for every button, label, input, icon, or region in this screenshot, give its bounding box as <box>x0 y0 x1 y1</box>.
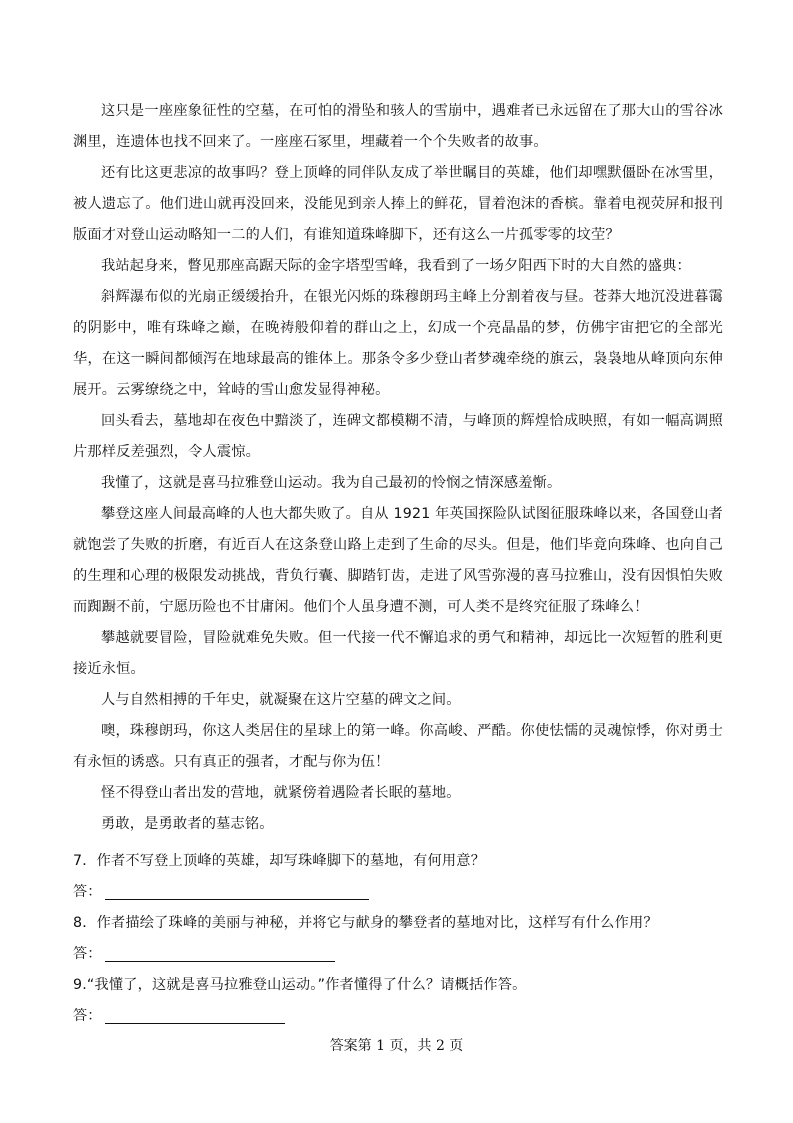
answer-7 <box>73 877 369 908</box>
answer-7-label: 答： <box>73 884 102 900</box>
question-8: 8．作者描绘了珠峰的美丽与神秘，并将它与献身的攀登者的墓地对比，这样写有什么作用？ <box>73 915 658 931</box>
passage-paragraph-9: 人与自然相搏的千年史，就凝聚在这片空墓的碑文之间。 <box>101 692 461 708</box>
passage-paragraph-7: 攀登这座人间最高峰的人也大都失败了。自从 1921 年英国探险队试图征服珠峰以来，各国登山者就饱尝了失败的折磨，有近百人在这条登山路上走到了生命的尽头。但是，他们毕竟向珠峰、也向自己的生理和心理的极限发动挑战，背负行囊、脚踏钉齿，走进了风雪弥漫的喜马拉雅山，没有因惧怕失败而踟蹰不前，宁愿历险也不甘庸闲。他们个人虽身遭不测，可人类不是终究征服了珠峰么！ <box>73 506 723 615</box>
answer-8-label: 答： <box>73 946 102 962</box>
question-7: 7．作者不写登上顶峰的英雄，却写珠峰脚下的墓地，有何用意？ <box>73 853 486 869</box>
answer-9-label: 答： <box>73 1008 102 1024</box>
passage-paragraph-5: 回头看去，墓地却在夜色中黯淡了，连碑文都模糊不清，与峰顶的辉煌恰成映照，有如一幅高调照片那样反差强烈，令人震惊。 <box>73 413 723 460</box>
passage-paragraph-6: 我懂了，这就是喜马拉雅登山运动。我为自己最初的怜悯之情深感羞惭。 <box>101 475 562 491</box>
answer-9-blank[interactable] <box>105 1007 285 1024</box>
passage-paragraph-11: 怪不得登山者出发的营地，就紧傍着遇险者长眠的墓地。 <box>101 785 461 801</box>
passage-paragraph-8: 攀越就要冒险，冒险就难免失败。但一代接一代不懈追求的勇气和精神，却远比一次短暂的胜利更接近永恒。 <box>73 630 723 677</box>
answer-7-blank[interactable] <box>105 883 369 900</box>
passage-paragraph-3: 我站起身来，瞥见那座高踞天际的金字塔型雪峰，我看到了一场夕阳西下时的大自然的盛典： <box>101 258 691 274</box>
answer-8-blank[interactable] <box>105 945 335 962</box>
passage-paragraph-4: 斜辉瀑布似的光扇正缓缓抬升，在银光闪烁的珠穆朗玛主峰上分割着夜与昼。苍莽大地沉没进暮霭的阴影中，唯有珠峰之巅，在晚祷般仰着的群山之上，幻成一个亮晶晶的梦，仿佛宇宙把它的全部光华，在这一瞬间都倾泻在地球最高的锥体上。那条令多少登山者梦魂牵绕的旗云，袅袅地从峰顶向东伸展开。云雾缭绕之中，耸峙的雪山愈发显得神秘。 <box>73 289 723 398</box>
passage-paragraph-10: 噢，珠穆朗玛，你这人类居住的星球上的第一峰。你高峻、严酷。你使怯懦的灵魂惊悸，你对勇士有永恒的诱惑。只有真正的强者，才配与你为伍！ <box>73 723 723 770</box>
question-9: 9.“我懂了，这就是喜马拉雅登山运动。”作者懂得了什么？请概括作答。 <box>73 977 527 993</box>
passage-paragraph-12: 勇敢，是勇敢者的墓志铭。 <box>101 816 274 832</box>
passage-paragraph-1: 这只是一座座象征性的空墓，在可怕的滑坠和骇人的雪崩中，遇难者已永远留在了那大山的雪谷冰渊里，连遗体也找不回来了。一座座石冢里，埋藏着一个个失败者的故事。 <box>73 103 723 150</box>
answer-8 <box>73 939 335 970</box>
answer-9 <box>73 1001 285 1032</box>
page-footer: 答案第 1 页，共 2 页 <box>329 1038 464 1054</box>
passage-paragraph-2: 还有比这更悲凉的故事吗？登上顶峰的同伴队友成了举世瞩目的英雄，他们却嘿默僵卧在冰雪里，被人遗忘了。他们进山就再没回来，没能见到亲人捧上的鲜花，冒着泡沫的香槟。靠着电视荧屏和报刊版面才对登山运动略知一二的人们，有谁知道珠峰脚下，还有这么一片孤零零的坟茔？ <box>73 165 723 243</box>
